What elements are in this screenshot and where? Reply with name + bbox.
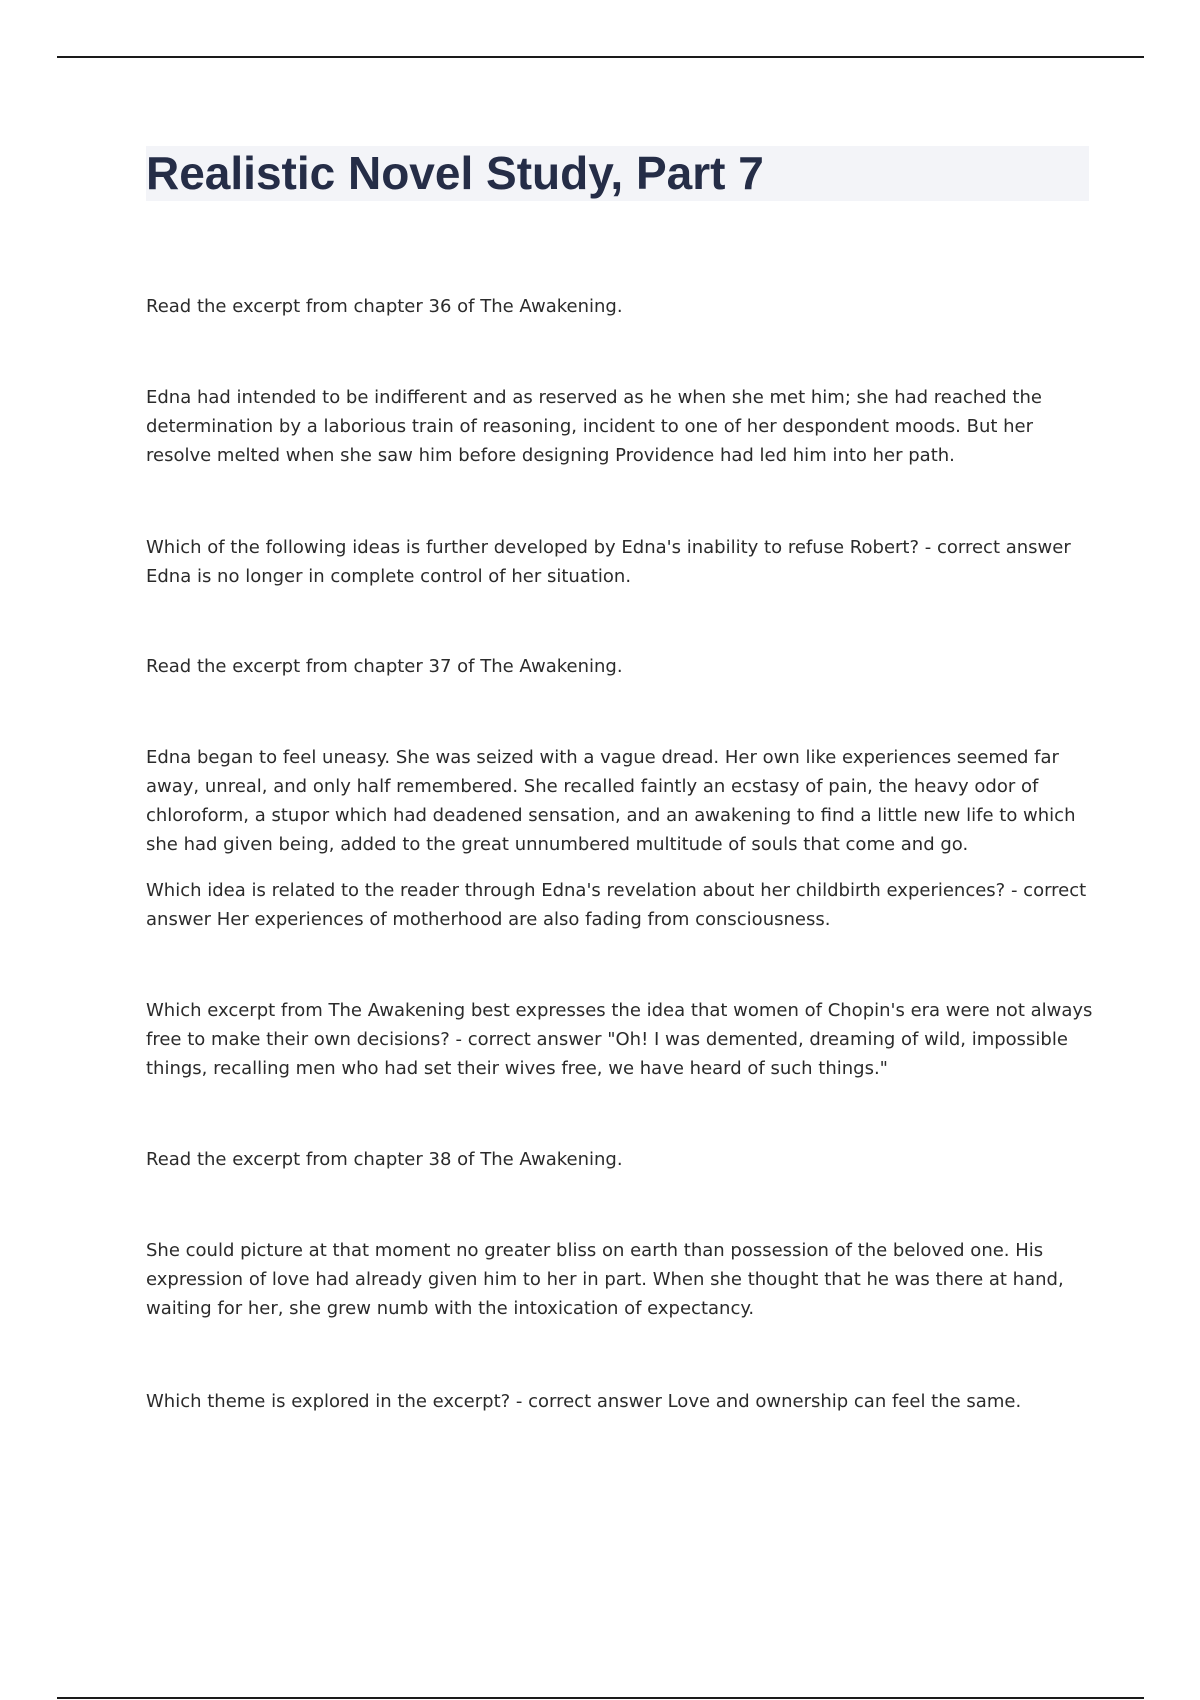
- document-title: Realistic Novel Study, Part 7: [146, 147, 764, 199]
- question-answer-2: Which idea is related to the reader through Edna's revelation about her childbirth experiences? - correct answer Her experiences of motherhood are also fading from consciousness.: [146, 880, 1087, 930]
- prompt-chapter-38: Read the excerpt from chapter 38 of The Awakening.: [146, 1149, 623, 1170]
- excerpt-chapter-38: She could picture at that moment no greater bliss on earth than possession of the beloved one. His expression of love had already given him to her in part. When she thought that he was there at hand, waiting for her, she grew numb with the intoxication of expectancy.: [146, 1240, 1064, 1319]
- prompt-chapter-36: Read the excerpt from chapter 36 of The Awakening.: [146, 296, 623, 317]
- footer-rule: [57, 1697, 1144, 1699]
- excerpt-chapter-36: Edna had intended to be indifferent and as reserved as he when she met him; she had reached the determination by a laborious train of reasoning, incident to one of her despondent moods. But her resolve melted when she saw him before designing Providence had led him into her path.: [146, 387, 1042, 466]
- title-banner: [146, 146, 1089, 201]
- question-answer-4: Which theme is explored in the excerpt? - correct answer Love and ownership can feel the same.: [146, 1391, 1022, 1412]
- prompt-chapter-37: Read the excerpt from chapter 37 of The Awakening.: [146, 656, 623, 677]
- question-answer-1: Which of the following ideas is further developed by Edna's inability to refuse Robert? - correct answer Edna is no longer in complete control of her situation.: [146, 537, 1071, 587]
- header-rule: [57, 56, 1144, 58]
- question-answer-3: Which excerpt from The Awakening best expresses the idea that women of Chopin's era were not always free to make their own decisions? - correct answer "Oh! I was demented, dreaming of wild, impossible things, recalling men who had set their wives free, we have heard of such things.": [146, 1000, 1093, 1079]
- excerpt-chapter-37: Edna began to feel uneasy. She was seized with a vague dread. Her own like experiences seemed far away, unreal, and only half remembered. She recalled faintly an ecstasy of pain, the heavy odor of chloroform, a stupor which had deadened sensation, and an awakening to find a little new life to which she had given being, added to the great unnumbered multitude of souls that come and go.: [146, 747, 1076, 855]
